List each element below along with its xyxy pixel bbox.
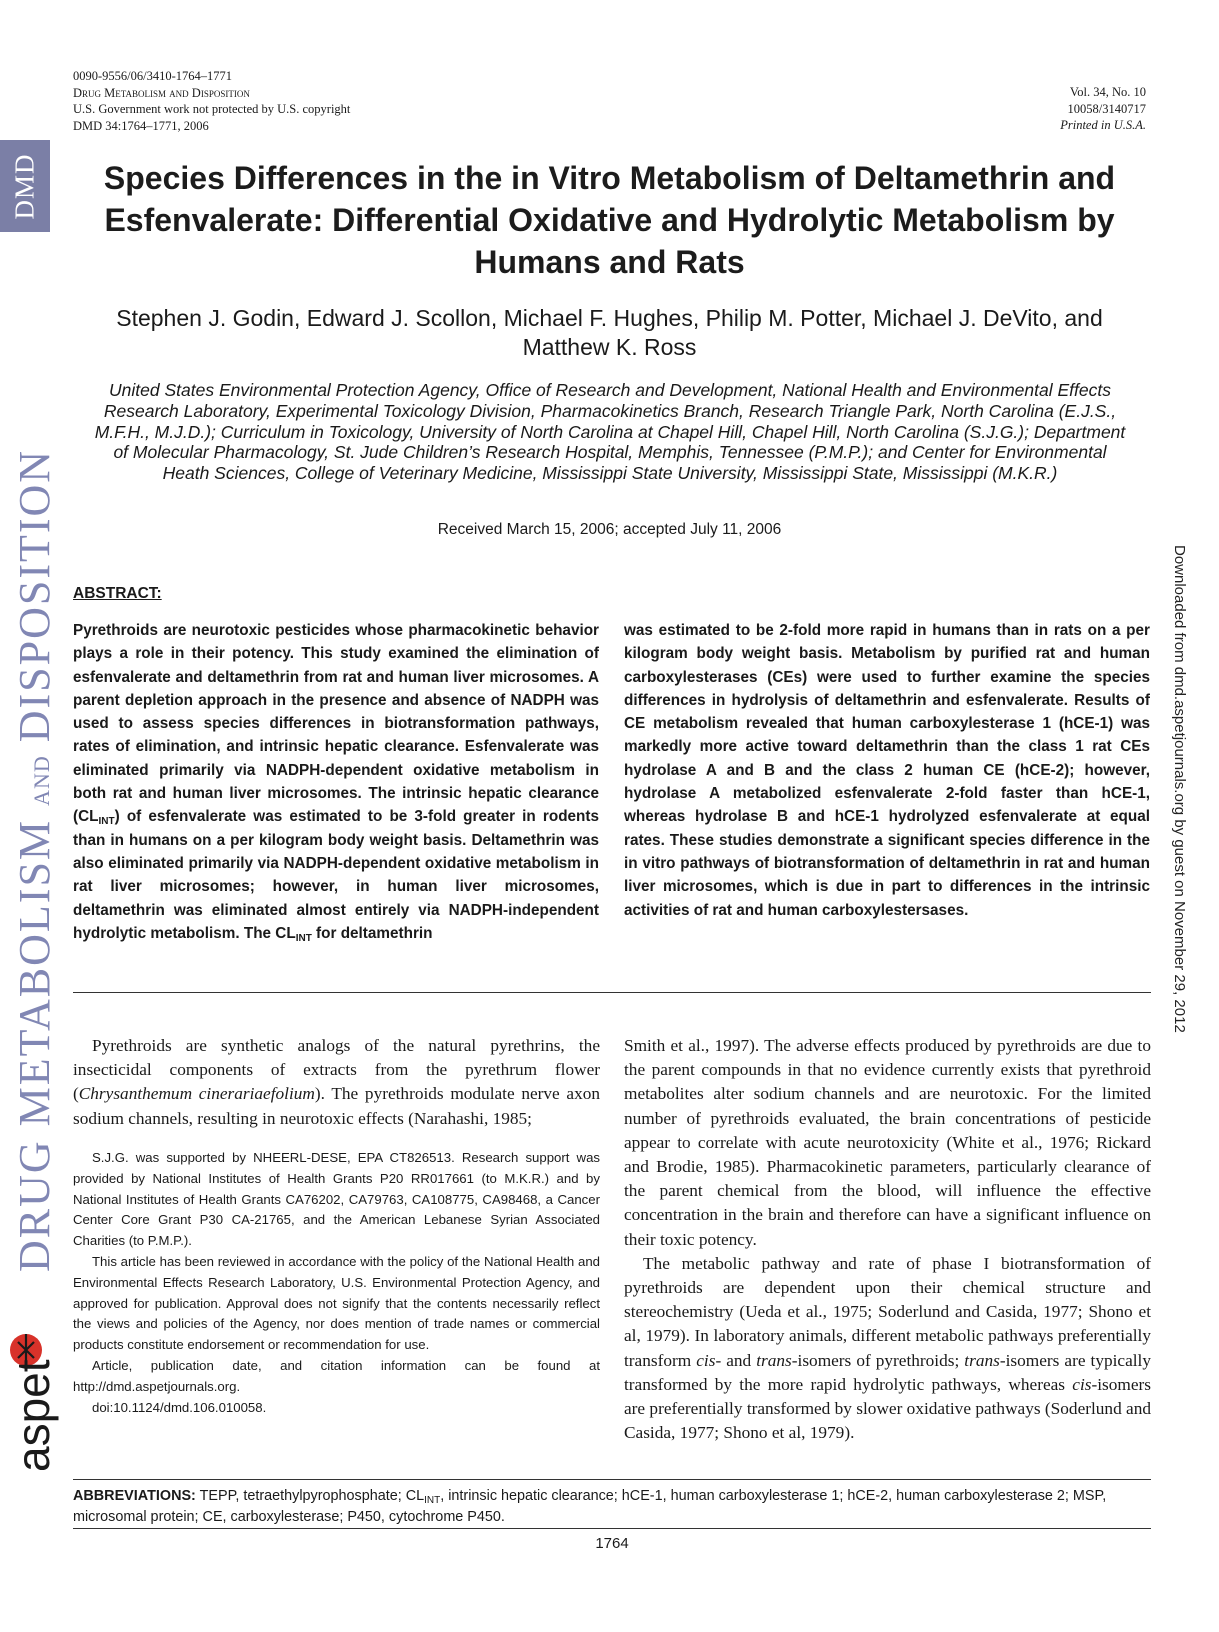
affiliations: United States Environmental Protection Agency, Office of Research and Development, National Health and Environmental Effects Research Laboratory, Experimental Toxicology Division, Pharmacokinetics Branch, Research Triangle Park, North Carolina (E.J.S., M.F.H., M.J.D.); Curriculum in Toxicology, University of North Carolina at Chapel Hill, Chapel Hill, North Carolina (S.J.G.); Department of Molecular Pharmacology, St. Jude Children’s Research Hospital, Memphis, Tennessee (P.M.P.); and Center for Environmental Heath Sciences, College of Veterinary Medicine, Mississippi State University, Mississippi State, Mississippi (M.K.R.) xyxy=(94,380,1126,484)
footnote-review: This article has been reviewed in accordance with the policy of the National Health and Environmental Effects Research Laboratory, U.S. Environmental Protection Agency, and approved for publication. Approval does not signify that the contents necessarily reflect the views and policies of the Agency, nor does mention of trade names or commercial products constitute endorsement or recommendation for use. xyxy=(73,1253,600,1353)
header-meta-left xyxy=(73,68,350,134)
abbreviations-top-rule xyxy=(73,1479,1151,1480)
download-note-text: Downloaded from dmd.aspetjournals.org by guest on November 29, 2012 xyxy=(1171,545,1188,1033)
abbreviations-label: ABBREVIATIONS: xyxy=(73,1488,196,1504)
abbreviations xyxy=(73,1486,1151,1527)
abstract-text-a: Pyrethroids are neurotoxic pesticides whose pharmacokinetic behavior plays a role in their potency. This study examined the elimination of esfenvalerate and deltamethrin from rat and human liver microsomes. A parent depletion approach in the presence and absence of NADPH was used to assess species differences in biotransformation pathways, rates of elimination, and intrinsic hepatic clearance. Esfenvalerate was eliminated primarily via NADPH-dependent oxidative metabolism in both rat and human liver microsomes. The intrinsic hepatic clearance (CL xyxy=(73,622,599,826)
article-id: 10058/3140717 xyxy=(1067,101,1146,116)
issn: 0090-9556/06/3410-1764–1771 xyxy=(73,69,233,83)
body-paragraph xyxy=(73,1034,600,1131)
abstract-right-column: was estimated to be 2-fold more rapid in humans than in rats on a per kilogram body weight basis. Metabolism by purified rat and human carboxylesterases (CEs) were used to further examine the species differences in hydrolysis of deltamethrin and esfenvalerate. Results of CE metabolism revealed that human carboxylesterase 1 (hCE-1) was markedly more active toward deltamethrin than the class 1 rat CEs hydrolase A and B and the class 2 human CE (hCE-2); however, hydrolase A metabolized esfenvalerate 2-fold faster than hCE-1, whereas hydrolase B and hCE-1 hydrolyzed esfenvalerate at equal rates. These studies demonstrate a significant species difference in the in vitro pathways of biotransformation of deltamethrin in rat and human liver microsomes, which is due in part to differences in the intrinsic activities of rat and human carboxylestersases. xyxy=(624,622,1150,919)
authors: Stephen J. Godin, Edward J. Scollon, Michael F. Hughes, Philip M. Potter, Michael J. DeVito, and Matthew K. Ross xyxy=(116,305,1103,360)
species-name: Chrysanthemum cinerariaefolium xyxy=(78,1084,315,1104)
body-paragraph: Smith et al., 1997). The adverse effects produced by pyrethroids are due to the parent compounds in that no evidence currently exists that pyrethroid metabolites alter sodium channels and are neurotoxic. For the limited number of pyrethroids evaluated, the brain concentrations of pesticide appear to correlate with acute neurotoxicity (White et al., 1976; Rickard and Brodie, 1985). Pharmacokinetic parameters, particularly clearance of the parent chemical from the blood, will influence the effective concentration in the brain and therefore can have a significant influence on their toxic potency. xyxy=(624,1036,1151,1249)
body-text: - and xyxy=(715,1350,757,1370)
printed-note: Printed in U.S.A. xyxy=(1060,118,1146,132)
aspet-label: aspet xyxy=(7,1359,59,1472)
journal-vertical-title xyxy=(10,260,59,1272)
body-text: -isomers are preferentially transformed by slower oxidative pathways (Soderlund and Casida, 1977; Shono et al, 1979). xyxy=(624,1374,1151,1443)
aspet-logo xyxy=(2,1320,59,1480)
body-text: The metabolic pathway and rate of phase I biotransformation of pyrethroids are dependent upon their chemical structure and stereochemistry (Ueda et al., 1975; Soderlund and Casida, 1977; Shono et al, 1979). In laboratory animals, different metabolic pathways preferentially transform xyxy=(624,1253,1151,1370)
abstract-sub-1: INT xyxy=(98,816,115,828)
journal-title-part1: DRUG METABOLISM xyxy=(10,818,59,1272)
header-meta-right xyxy=(1060,84,1146,134)
abbreviations-sub: INT xyxy=(424,1495,441,1506)
dmd-tab-label: DMD xyxy=(9,152,40,220)
abstract-text-c: for deltamethrin xyxy=(311,924,433,942)
copyright-note: U.S. Government work not protected by U.S. copyright xyxy=(73,102,351,116)
italic-term: trans xyxy=(756,1350,792,1370)
citation: DMD 34:1764–1771, 2006 xyxy=(73,118,209,133)
volume: Vol. 34, No. 10 xyxy=(1069,85,1146,99)
body-right-column xyxy=(624,1034,1151,1445)
body-text: -isomers are typically transformed by the more rapid hydrolytic pathways, whereas xyxy=(624,1350,1151,1394)
footnote-funding: S.J.G. was supported by NHEERL-DESE, EPA CT826513. Research support was provided by National Institutes of Health Grants P20 RR017661 (to M.K.R.) and by National Institutes of Health Grants CA76202, CA79763, CA108775, CA98468, a Cancer Center Core Grant P30 CA-21765, and the American Lebanese Syrian Associated Charities (to P.M.P.). xyxy=(73,1150,600,1249)
journal-name: Drug Metabolism and Disposition xyxy=(73,85,250,100)
abbreviations-text-b: , intrinsic hepatic clearance; hCE-1, human carboxylesterase 1; hCE-2, human carboxylesterase 2; MSP, microsomal protein; CE, carboxylesterase; P450, cytochrome P450. xyxy=(73,1488,1107,1525)
aspet-word xyxy=(2,1320,59,1472)
dmd-tab xyxy=(0,140,50,232)
italic-term: trans xyxy=(964,1350,1000,1370)
body-text: -isomers of pyrethroids; xyxy=(791,1350,965,1370)
footnotes xyxy=(73,1148,600,1418)
abstract-left-column xyxy=(73,619,599,945)
italic-term: cis xyxy=(1072,1374,1092,1394)
journal-title-and: AND xyxy=(29,755,54,806)
abstract-sub-2: INT xyxy=(295,932,312,944)
abbreviations-bottom-rule xyxy=(73,1528,1151,1529)
abstract-text-b: ) of esfenvalerate was estimated to be 3-fold greater in rodents than in humans on a per kilogram body weight basis. Deltamethrin was also eliminated primarily via NADPH-dependent oxidative metabolism in rat liver microsomes; however, in human liver microsomes, deltamethrin was eliminated almost entirely via NADPH-independent hydrolytic metabolism. The CL xyxy=(73,808,599,942)
body-left-column xyxy=(73,1034,600,1131)
body-text: ). The pyrethroids modulate nerve axon sodium channels, resulting in neurotoxic effects (Narahashi, 1985; xyxy=(73,1084,600,1128)
body-text: Pyrethroids are synthetic analogs of the natural pyrethrins, the insecticidal components of extracts from the pyrethrum flower ( xyxy=(73,1036,600,1104)
abbreviations-text-a: TEPP, tetraethylpyrophosphate; CL xyxy=(195,1488,425,1504)
abstract-label: ABSTRACT: xyxy=(73,585,162,602)
download-note xyxy=(1171,545,1189,1033)
footnote-article-info: Article, publication date, and citation information can be found at http://dmd.aspetjournals.org. xyxy=(73,1357,600,1394)
abstract-divider xyxy=(73,992,1151,993)
journal-title-part2: DISPOSITION xyxy=(10,448,59,743)
article-title: Species Differences in the in Vitro Metabolism of Deltamethrin and Esfenvalerate: Differential Oxidative and Hydrolytic Metabolism by Humans and Rats xyxy=(103,160,1116,280)
body-paragraph xyxy=(624,1252,1151,1446)
page-number: 1764 xyxy=(595,1535,629,1552)
italic-term: cis xyxy=(696,1350,716,1370)
footnote-doi: doi:10.1124/dmd.106.010058. xyxy=(92,1399,267,1415)
received-dates: Received March 15, 2006; accepted July 11, 2006 xyxy=(437,521,782,538)
